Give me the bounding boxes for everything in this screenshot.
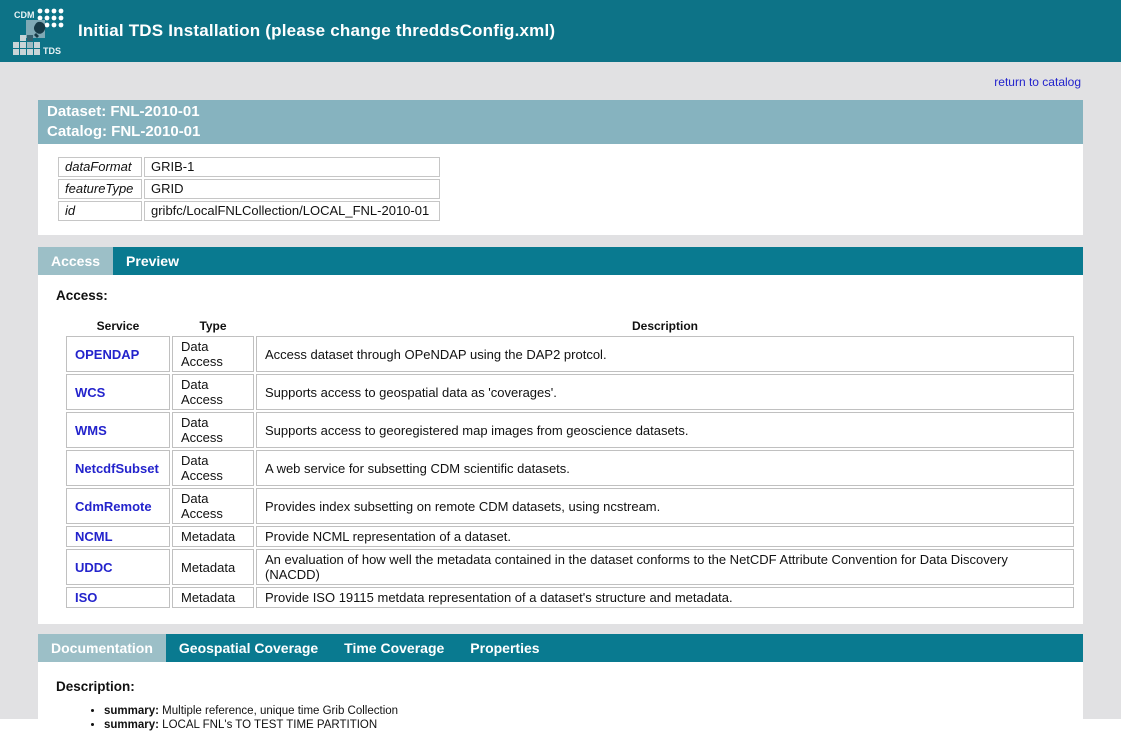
content — [38, 100, 1083, 750]
service-type: Data Access — [172, 488, 254, 524]
table-row — [66, 526, 1074, 547]
access-heading: Access: — [56, 288, 108, 303]
tab-preview[interactable]: Preview — [126, 253, 179, 269]
table-row — [66, 549, 1074, 585]
table-row — [58, 157, 440, 177]
metadata-value: GRID — [144, 179, 440, 199]
summary-label: summary: — [104, 705, 159, 717]
table-row — [66, 412, 1074, 448]
tab-properties[interactable]: Properties — [470, 640, 540, 656]
description-heading: Description: — [56, 679, 135, 694]
service-type: Metadata — [172, 587, 254, 608]
col-type: Type — [199, 319, 227, 333]
access-block — [38, 275, 1083, 624]
service-description: An evaluation of how well the metadata contained in the dataset conforms to the NetCDF Attribute Convention for Data Discovery (NACDD) — [256, 549, 1074, 585]
services-table — [64, 317, 1076, 610]
service-description: Provides index subsetting on remote CDM datasets, using ncstream. — [256, 488, 1074, 524]
col-service: Service — [96, 319, 140, 333]
service-link-wms[interactable]: WMS — [75, 422, 107, 438]
access-tabbar — [38, 247, 1083, 275]
service-description: Provide ISO 19115 metdata representation of a dataset's structure and metadata. — [256, 587, 1074, 608]
service-link-wcs[interactable]: WCS — [75, 384, 106, 400]
service-link-ncml[interactable]: NCML — [75, 529, 113, 544]
tab-geospatial-coverage[interactable]: Geospatial Coverage — [178, 640, 319, 656]
return-to-catalog-link[interactable]: return to catalog — [994, 75, 1081, 89]
page-title: Initial TDS Installation (please change threddsConfig.xml) — [78, 21, 556, 40]
service-type: Metadata — [172, 526, 254, 547]
table-row — [66, 587, 1074, 608]
service-type: Metadata — [172, 549, 254, 585]
return-row — [0, 62, 1121, 89]
metadata-block — [38, 144, 1083, 235]
service-description: A web service for subsetting CDM scientific datasets. — [256, 450, 1074, 486]
tab-documentation[interactable]: Documentation — [38, 634, 166, 662]
tab-time-coverage[interactable]: Time Coverage — [344, 640, 445, 656]
documentation-block — [38, 662, 1083, 750]
service-link-opendap[interactable]: OPENDAP — [75, 346, 140, 362]
table-row — [66, 488, 1074, 524]
metadata-value: GRIB-1 — [144, 157, 440, 177]
summary-label: summary: — [104, 718, 159, 731]
service-description: Access dataset through OPeNDAP using the DAP2 protcol. — [256, 336, 1074, 372]
service-link-netcdfsubset[interactable]: NetcdfSubset — [75, 460, 159, 476]
service-description: Supports access to geospatial data as 'coverages'. — [256, 374, 1074, 410]
cdm-tds-logo-icon — [12, 6, 69, 56]
summary-text: Multiple reference, unique time Grib Collection — [162, 705, 399, 717]
service-type: Data Access — [172, 336, 254, 372]
table-row — [58, 201, 440, 221]
description-list — [56, 705, 1065, 731]
service-link-cdmremote[interactable]: CdmRemote — [75, 498, 152, 514]
documentation-tabbar — [38, 634, 1083, 662]
table-row — [66, 450, 1074, 486]
spacer — [38, 235, 1083, 247]
metadata-table — [56, 155, 442, 223]
service-type: Data Access — [172, 450, 254, 486]
service-type: Data Access — [172, 374, 254, 410]
list-item — [104, 719, 1065, 732]
metadata-key: id — [58, 201, 142, 221]
catalog-title: Catalog: FNL-2010-01 — [47, 123, 201, 140]
table-header-row — [66, 319, 1074, 334]
spacer — [38, 624, 1083, 634]
service-link-iso[interactable]: ISO — [75, 590, 98, 605]
summary-text: LOCAL FNL's TO TEST TIME PARTITION — [162, 718, 378, 731]
col-description: Description — [631, 319, 698, 333]
service-description: Provide NCML representation of a dataset. — [256, 526, 1074, 547]
metadata-key: dataFormat — [58, 157, 142, 177]
service-type: Data Access — [172, 412, 254, 448]
list-item — [104, 705, 1065, 718]
app-header — [0, 0, 1121, 62]
table-row — [66, 336, 1074, 372]
tab-access[interactable]: Access — [38, 247, 113, 275]
svg-text:TDS: TDS — [43, 46, 61, 56]
table-row — [58, 179, 440, 199]
dataset-banner — [38, 100, 1083, 144]
service-link-uddc[interactable]: UDDC — [75, 559, 113, 575]
metadata-value: gribfc/LocalFNLCollection/LOCAL_FNL-2010-01 — [144, 201, 440, 221]
service-description: Supports access to georegistered map images from geoscience datasets. — [256, 412, 1074, 448]
metadata-key: featureType — [58, 179, 142, 199]
svg-text:CDM: CDM — [14, 10, 35, 20]
table-row — [66, 374, 1074, 410]
dataset-title: Dataset: FNL-2010-01 — [47, 103, 200, 120]
